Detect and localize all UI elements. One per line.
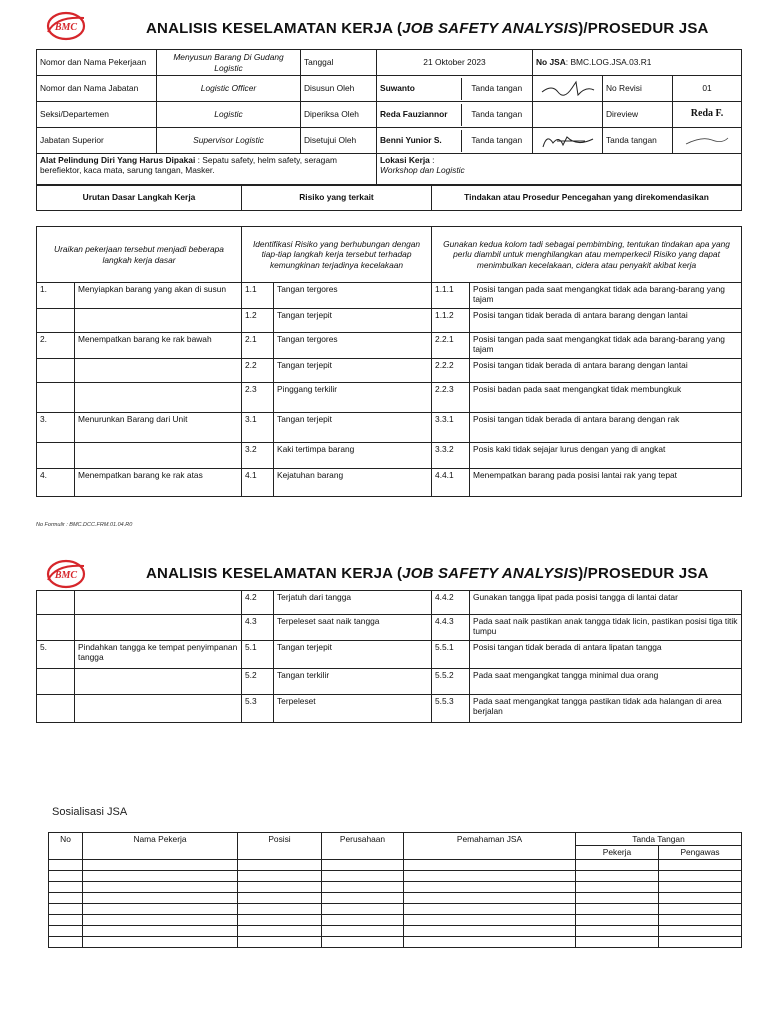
empty-cell[interactable] [49, 914, 83, 925]
empty-cell[interactable] [404, 870, 576, 881]
socialization-title: Sosialisasi JSA [52, 806, 128, 818]
empty-cell[interactable] [83, 881, 238, 892]
empty-cell[interactable] [576, 903, 659, 914]
action-number: 4.4.1 [432, 469, 470, 497]
empty-cell[interactable] [322, 859, 404, 870]
step-number [37, 443, 75, 469]
table-row [37, 283, 742, 309]
empty-cell[interactable] [238, 925, 322, 936]
table-row [49, 892, 742, 903]
risk-description: Tangan terkilir [274, 669, 432, 695]
table-row [37, 591, 742, 615]
company-logo-icon [44, 8, 88, 44]
risk-number: 5.1 [242, 641, 274, 669]
superior-label: Jabatan Superior [37, 128, 157, 154]
page-2 [0, 548, 768, 1024]
step-description: Menempatkan barang ke rak atas [75, 469, 242, 497]
risk-number: 2.3 [242, 383, 274, 413]
table-row [37, 669, 742, 695]
step-description [75, 383, 242, 413]
empty-cell[interactable] [49, 936, 83, 947]
step-number [37, 309, 75, 333]
empty-cell[interactable] [49, 870, 83, 881]
risk-description: Terpeleset saat naik tangga [274, 615, 432, 641]
step-description: Menyiapkan barang yang akan di susun [75, 283, 242, 309]
empty-cell[interactable] [49, 925, 83, 936]
empty-cell[interactable] [576, 892, 659, 903]
table-row [49, 903, 742, 914]
section-label: Seksi/Departemen [37, 102, 157, 128]
action-description: Posisi tangan pada saat mengangkat tidak ada barang-barang yang tajam [470, 283, 742, 309]
step-description [75, 443, 242, 469]
table-row [37, 443, 742, 469]
checked-value: Reda Fauziannor [380, 109, 448, 120]
empty-cell[interactable] [49, 892, 83, 903]
instruction-risks: Identifikasi Risiko yang berhubungan dengan tiap-tiap langkah kerja tersebut terhadap kemungkinan terjadinya kecelakaan [242, 227, 432, 283]
signature-prepared [533, 76, 603, 102]
risk-number: 2.1 [242, 333, 274, 359]
col-action-title: Tindakan atau Prosedur Pencegahan yang direkomendasikan [432, 185, 742, 211]
col-signature: Tanda Tangan [576, 833, 742, 846]
step-number: 5. [37, 641, 75, 669]
empty-cell[interactable] [659, 925, 742, 936]
step-number [37, 615, 75, 641]
date-value: 21 Oktober 2023 [377, 50, 533, 76]
risk-number: 5.2 [242, 669, 274, 695]
empty-cell[interactable] [659, 936, 742, 947]
step-description [75, 669, 242, 695]
signature-label-2: Tanda tangan [603, 128, 673, 154]
socialization-table [48, 832, 742, 948]
empty-cell[interactable] [404, 914, 576, 925]
col-company: Perusahaan [322, 833, 404, 860]
date-label: Tanggal [301, 50, 377, 76]
risk-description: Terjatuh dari tangga [274, 591, 432, 615]
empty-cell[interactable] [83, 870, 238, 881]
col-steps-title: Urutan Dasar Langkah Kerja [37, 185, 242, 211]
col-risk-title: Risiko yang terkait [242, 185, 432, 211]
step-number [37, 695, 75, 723]
risk-description: Tangan tergores [274, 283, 432, 309]
step-description: Menempatkan barang ke rak bawah [75, 333, 242, 359]
job-name-label: Nomor dan Nama Pekerjaan [37, 50, 157, 76]
action-number: 3.3.2 [432, 443, 470, 469]
empty-cell[interactable] [404, 903, 576, 914]
risk-number: 4.2 [242, 591, 274, 615]
col-worker: Pekerja [576, 846, 659, 859]
signature-checked [533, 102, 603, 128]
empty-cell[interactable] [49, 903, 83, 914]
signature-label: Tanda tangan [461, 104, 532, 126]
risk-number: 4.1 [242, 469, 274, 497]
action-description: Pada saat mengangkat tangga pastikan tidak ada halangan di area berjalan [470, 695, 742, 723]
signature-approved [533, 128, 603, 154]
empty-cell[interactable] [83, 936, 238, 947]
action-number: 3.3.1 [432, 413, 470, 443]
action-description: Posisi tangan tidak berada di antara barang dengan rak [470, 413, 742, 443]
column-titles-table [36, 184, 742, 211]
position-label: Nomor dan Nama Jabatan [37, 76, 157, 102]
step-description: Menurunkan Barang dari Unit [75, 413, 242, 443]
empty-cell[interactable] [576, 881, 659, 892]
empty-cell[interactable] [238, 914, 322, 925]
jsa-number: No JSA: BMC.LOG.JSA.03.R1 [533, 50, 742, 76]
signature-label: Tanda tangan [461, 78, 532, 100]
instruction-actions: Gunakan kedua kolom tadi sebagai pembimbing, tentukan tindakan apa yang perlu diambil untuk menghilangkan atau memperkecil Risiko yang dapat menimbulkan kecelakaan, cidera atau penyakit akibat kerja [432, 227, 742, 283]
signature-icon [682, 134, 732, 148]
step-description: Pindahkan tangga ke tempat penyimpanan tangga [75, 641, 242, 669]
signature-reviewer [673, 128, 742, 154]
risk-number: 1.1 [242, 283, 274, 309]
action-number: 4.4.2 [432, 591, 470, 615]
empty-cell[interactable] [238, 892, 322, 903]
empty-cell[interactable] [404, 881, 576, 892]
position-value: Logistic Officer [157, 76, 301, 102]
step-number [37, 383, 75, 413]
table-row [37, 383, 742, 413]
empty-cell[interactable] [659, 892, 742, 903]
empty-cell[interactable] [576, 870, 659, 881]
col-no: No [49, 833, 83, 860]
empty-cell[interactable] [49, 881, 83, 892]
action-description: Posis kaki tidak sejajar lurus dengan yang di angkat [470, 443, 742, 469]
risk-description: Tangan terjepit [274, 641, 432, 669]
checked-cell [377, 102, 533, 128]
svg-text:BMC: BMC [54, 570, 78, 581]
risk-description: Terpeleset [274, 695, 432, 723]
step-description [75, 359, 242, 383]
step-number: 3. [37, 413, 75, 443]
table-row [49, 925, 742, 936]
table-row [37, 469, 742, 497]
table-row [49, 914, 742, 925]
risk-number: 3.2 [242, 443, 274, 469]
table-row [49, 936, 742, 947]
table-row [49, 870, 742, 881]
empty-cell[interactable] [322, 936, 404, 947]
approved-cell [377, 128, 533, 154]
table-row [37, 309, 742, 333]
risk-number: 5.3 [242, 695, 274, 723]
risk-number: 1.2 [242, 309, 274, 333]
col-understanding: Pemahaman JSA [404, 833, 576, 860]
empty-cell[interactable] [83, 914, 238, 925]
reviewed-value: Reda F. [673, 102, 742, 128]
empty-cell[interactable] [83, 925, 238, 936]
action-number: 5.5.1 [432, 641, 470, 669]
approved-label: Disetujui Oleh [301, 128, 377, 154]
step-number [37, 669, 75, 695]
empty-cell[interactable] [659, 870, 742, 881]
risk-description: Kejatuhan barang [274, 469, 432, 497]
action-description: Pada saat mengangkat tangga minimal dua orang [470, 669, 742, 695]
action-description: Posisi tangan tidak berada di antara barang dengan lantai [470, 309, 742, 333]
signature-label: Tanda tangan [461, 130, 532, 152]
empty-cell[interactable] [322, 925, 404, 936]
risk-description: Tangan terjepit [274, 359, 432, 383]
empty-cell[interactable] [322, 914, 404, 925]
risk-description: Tangan terjepit [274, 413, 432, 443]
empty-cell[interactable] [576, 914, 659, 925]
table-row [37, 615, 742, 641]
col-supervisor: Pengawas [659, 846, 742, 859]
step-number [37, 359, 75, 383]
risk-number: 4.3 [242, 615, 274, 641]
risk-number: 3.1 [242, 413, 274, 443]
empty-cell[interactable] [576, 925, 659, 936]
risk-description: Pinggang terkilir [274, 383, 432, 413]
action-number: 2.2.2 [432, 359, 470, 383]
empty-cell[interactable] [659, 881, 742, 892]
step-number: 1. [37, 283, 75, 309]
job-name-value: Menyusun Barang Di Gudang Logistic [157, 50, 301, 76]
jsa-header-table [36, 49, 742, 186]
action-description: Posisi tangan tidak berada di antara barang dengan lantai [470, 359, 742, 383]
table-row [37, 413, 742, 443]
action-number: 2.2.1 [432, 333, 470, 359]
empty-cell[interactable] [238, 903, 322, 914]
empty-cell[interactable] [659, 903, 742, 914]
company-logo-icon [44, 556, 88, 592]
step-number: 4. [37, 469, 75, 497]
action-description: Gunakan tangga lipat pada posisi tangga di lantai datar [470, 591, 742, 615]
empty-cell[interactable] [322, 892, 404, 903]
empty-cell[interactable] [659, 914, 742, 925]
empty-cell[interactable] [576, 859, 659, 870]
step-description [75, 591, 242, 615]
signature-icon [538, 80, 598, 98]
col-name: Nama Pekerja [83, 833, 238, 860]
step-number: 2. [37, 333, 75, 359]
empty-cell[interactable] [238, 870, 322, 881]
table-row [49, 859, 742, 870]
action-number: 2.2.3 [432, 383, 470, 413]
empty-cell[interactable] [83, 892, 238, 903]
empty-cell[interactable] [238, 936, 322, 947]
risk-description: Kaki tertimpa barang [274, 443, 432, 469]
form-number: No Formulir : BMC.DCC.FRM.01.04.R0 [36, 522, 133, 528]
action-description: Pada saat naik pastikan anak tangga tidak licin, pastikan posisi tiga titik tumpu [470, 615, 742, 641]
location-cell: Lokasi Kerja : Workshop dan Logistic [377, 154, 742, 186]
step-description [75, 615, 242, 641]
table-row [49, 881, 742, 892]
revision-label: No Revisi [603, 76, 673, 102]
risk-description: Tangan tergores [274, 333, 432, 359]
ppe-cell: Alat Pelindung Diri Yang Harus Dipakai : Sepatu safety, helm safety, seragam berefiektor, kaca mata, sarung tangan, Masker. [37, 154, 377, 186]
empty-cell[interactable] [322, 903, 404, 914]
empty-cell[interactable] [576, 936, 659, 947]
empty-cell[interactable] [322, 881, 404, 892]
empty-cell[interactable] [322, 870, 404, 881]
table-row [37, 695, 742, 723]
empty-cell[interactable] [83, 903, 238, 914]
svg-text:BMC: BMC [54, 22, 78, 33]
col-position: Posisi [238, 833, 322, 860]
steps-table-page-1 [36, 226, 742, 497]
action-number: 1.1.1 [432, 283, 470, 309]
action-number: 4.4.3 [432, 615, 470, 641]
action-number: 5.5.2 [432, 669, 470, 695]
empty-cell[interactable] [238, 859, 322, 870]
revision-value: 01 [673, 76, 742, 102]
risk-description: Tangan terjepit [274, 309, 432, 333]
approved-value: Benni Yunior S. [380, 135, 442, 146]
empty-cell[interactable] [238, 881, 322, 892]
steps-table-page-2 [36, 590, 742, 723]
step-number [37, 591, 75, 615]
empty-cell[interactable] [659, 859, 742, 870]
action-description: Posisi tangan tidak berada di antara lipatan tangga [470, 641, 742, 669]
empty-cell[interactable] [83, 859, 238, 870]
risk-number: 2.2 [242, 359, 274, 383]
empty-cell[interactable] [404, 925, 576, 936]
table-row [37, 359, 742, 383]
prepared-cell [377, 76, 533, 102]
reviewed-label: Direview [603, 102, 673, 128]
prepared-label: Disusun Oleh [301, 76, 377, 102]
empty-cell[interactable] [49, 859, 83, 870]
step-description [75, 695, 242, 723]
prepared-value: Suwanto [380, 83, 415, 94]
checked-label: Diperiksa Oleh [301, 102, 377, 128]
action-number: 5.5.3 [432, 695, 470, 723]
superior-value: Supervisor Logistic [157, 128, 301, 154]
instruction-steps: Uraikan pekerjaan tersebut menjadi beberapa langkah kerja dasar [37, 227, 242, 283]
step-description [75, 309, 242, 333]
empty-cell[interactable] [404, 936, 576, 947]
action-description: Menempatkan barang pada posisi lantai rak yang tepat [470, 469, 742, 497]
empty-cell[interactable] [404, 892, 576, 903]
document-title: ANALISIS KESELAMATAN KERJA (JOB SAFETY ANALYSIS)/PROSEDUR JSA [146, 20, 709, 37]
action-description: Posisi badan pada saat mengangkat tidak membungkuk [470, 383, 742, 413]
section-value: Logistic [157, 102, 301, 128]
action-number: 1.1.2 [432, 309, 470, 333]
signature-icon [537, 131, 599, 151]
document-title: ANALISIS KESELAMATAN KERJA (JOB SAFETY ANALYSIS)/PROSEDUR JSA [146, 565, 709, 582]
empty-cell[interactable] [404, 859, 576, 870]
table-row [37, 641, 742, 669]
action-description: Posisi tangan pada saat mengangkat tidak ada barang-barang yang tajam [470, 333, 742, 359]
table-row [37, 333, 742, 359]
